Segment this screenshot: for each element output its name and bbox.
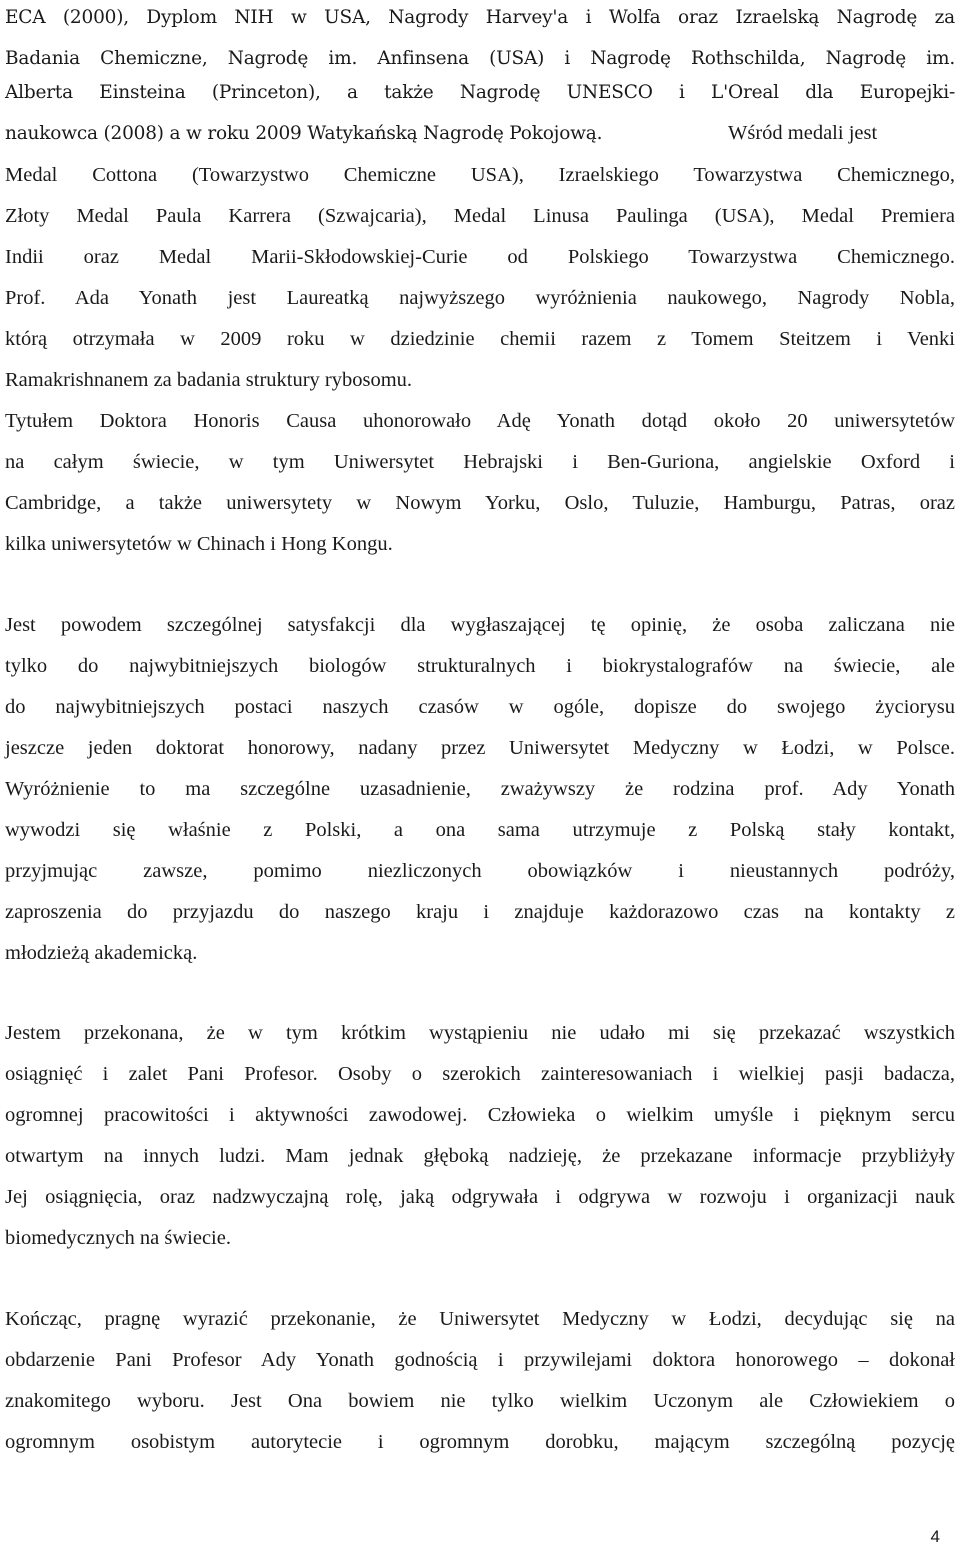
text-line: obdarzenie Pani Profesor Ady Yonath godnością i przywilejami doktora honorowego – dokonał [5,1349,955,1371]
text-line: Medal Cottona (Towarzystwo Chemiczne USA), Izraelskiego Towarzystwa Chemicznego, [5,164,955,186]
text-line: Kończąc, pragnę wyrazić przekonanie, że Uniwersytet Medyczny w Łodzi, decydując się na [5,1308,955,1330]
text-line: zaproszenia do przyjazdu do naszego kraju i znajduje każdorazowo czas na kontakty z [5,901,955,923]
text-line: znakomitego wyboru. Jest Ona bowiem nie tylko wielkim Uczonym ale Człowiekiem o [5,1390,955,1412]
text-line: przyjmując zawsze, pomimo niezliczonych obowiązków i nieustannych podróży, [5,860,955,882]
text-line: Jestem przekonana, że w tym krótkim wystąpieniu nie udało mi się przekazać wszystkich [5,1022,955,1044]
text-line: Indii oraz Medal Marii-Skłodowskiej-Curie od Polskiego Towarzystwa Chemicznego. [5,246,955,268]
text-line: ogromnej pracowitości i aktywności zawodowej. Człowieka o wielkim umyśle i pięknym sercu [5,1104,955,1126]
text-line: Tytułem Doktora Honoris Causa uhonorowało Adę Yonath dotąd około 20 uniwersytetów [5,410,955,432]
text-line: Ramakrishnanem za badania struktury rybosomu. [5,369,413,391]
text-line: Wyróżnienie to ma szczególne uzasadnienie, zważywszy że rodzina prof. Ady Yonath [5,778,955,800]
page-number: 4 [930,1527,940,1546]
text-line: Cambridge, a także uniwersytety w Nowym Yorku, Oslo, Tuluzie, Hamburgu, Patras, oraz [5,492,955,514]
text-line: jeszcze jeden doktorat honorowy, nadany przez Uniwersytet Medyczny w Łodzi, w Polsce. [5,737,955,759]
text-line: wywodzi się właśnie z Polski, a ona sama utrzymuje z Polską stały kontakt, [5,819,955,841]
text-line: do najwybitniejszych postaci naszych czasów w ogóle, dopisze do swojego życiorysu [5,696,955,718]
text-line: otwartym na innych ludzi. Mam jednak głęboką nadzieję, że przekazane informacje przybliżyły [5,1145,955,1167]
text-line: którą otrzymała w 2009 roku w dziedzinie chemii razem z Tomem Steitzem i Venki [5,328,955,350]
text-line: osiągnięć i zalet Pani Profesor. Osoby o szerokich zainteresowaniach i wielkiej pasji badacza, [5,1063,955,1085]
text-line: kilka uniwersytetów w Chinach i Hong Kongu. [5,533,393,555]
text-line: Jest powodem szczególnej satysfakcji dla wygłaszającej tę opinię, że osoba zaliczana nie [5,614,955,636]
text-line: Jej osiągnięcia, oraz nadzwyczajną rolę, jaką odgrywała i odgrywa w rozwoju i organizacji nauk [5,1186,955,1208]
text-line: Złoty Medal Paula Karrera (Szwajcaria), Medal Linusa Paulinga (USA), Medal Premiera [5,205,955,227]
text-line: Alberta Einsteina (Princeton), a także Nagrodę UNESCO i L'Oreal dla Europejki- [5,82,955,103]
text-line: ogromnym osobistym autorytecie i ogromnym dorobku, mającym szczególną pozycję [5,1431,955,1453]
text-line: biomedycznych na świecie. [5,1227,231,1249]
text-line: naukowca (2008) a w roku 2009 Watykańską Nagrodę Pokojową. [5,123,603,144]
text-line: młodzieżą akademicką. [5,942,198,964]
text-line: Wśród medali jest [728,122,878,144]
text-line: Badania Chemiczne, Nagrodę im. Anfinsena (USA) i Nagrodę Rothschilda, Nagrodę im. [5,48,955,69]
text-line: ECA (2000), Dyplom NIH w USA, Nagrody Harvey'a i Wolfa oraz Izraelską Nagrodę za [5,7,955,28]
text-line: Prof. Ada Yonath jest Laureatką najwyższego wyróżnienia naukowego, Nagrody Nobla, [5,287,955,309]
text-line: na całym świecie, w tym Uniwersytet Hebrajski i Ben-Guriona, angielskie Oxford i [5,451,955,473]
text-line: tylko do najwybitniejszych biologów strukturalnych i biokrystalografów na świecie, ale [5,655,955,677]
